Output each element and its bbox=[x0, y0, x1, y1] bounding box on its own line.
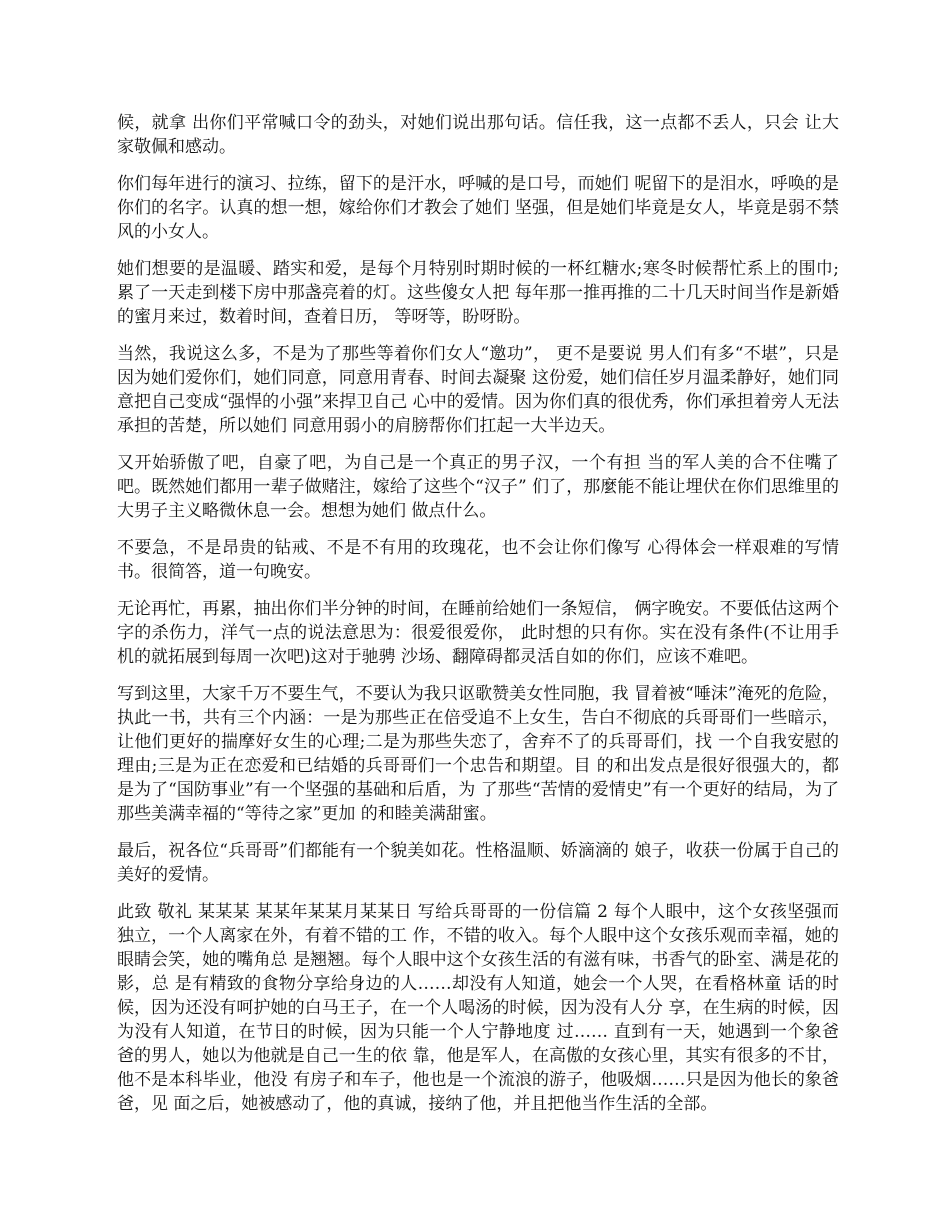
paragraph: 又开始骄傲了吧，自豪了吧，为自己是一个真正的男子汉，一个有担 当的军人美的合不住嘴了吧。既然她们都用一辈子做赌注，嫁给了这些个“汉子” 们了，那麼能不能让埋伏在你们思维里的大男子主义略微休息一会。想想为她们 做点什么。 bbox=[117, 453, 839, 521]
paragraph: 你们每年进行的演习、拉练，留下的是汗水，呼喊的是口号，而她们 呢留下的是泪水，呼唤的是你们的名字。认真的想一想，嫁给你们才教会了她们 坚强，但是她们毕竟是女人，毕竟是弱不禁风的小女人。 bbox=[117, 174, 839, 242]
paragraph: 她们想要的是温暖、踏实和爱，是每个月特别时期时候的一杯红糖水;寒冬时候帮忙系上的围巾;累了一天走到楼下房中那盏亮着的灯。这些傻女人把 每年那一推再推的二十几天时间当作是新婚的蜜月来过，数着时间，查着日历， 等呀等，盼呀盼。 bbox=[117, 259, 839, 327]
document-page bbox=[117, 111, 839, 1129]
paragraph: 此致 敬礼 某某某 某某年某某月某某日 写给兵哥哥的一份信篇 2 每个人眼中，这个女孩坚强而独立，一个人离家在外，有着不错的工 作，不错的收入。每个人眼中这个女孩乐观而幸福，她的眼睛会笑，她的嘴角总 是翘翘。每个人眼中这个女孩生活的有滋有味，书香气的卧室、满是花的影，总 是有精致的食物分享给身边的人……却没有人知道，她会一个人哭，在看格林童 话的时候，因为还没有呵护她的白马王子，在一个人喝汤的时候，因为没有人分 享，在生病的时候，因为没有人知道，在节日的时候，因为只能一个人宁静地度 过…… 直到有一天，她遇到一个象爸爸的男人，她以为他就是自己一生的依 靠，他是军人，在高傲的女孩心里，其实有很多的不甘，他不是本科毕业，他没 有房子和车子，他也是一个流浪的游子，他吸烟……只是因为他长的象爸爸，见 面之后，她被感动了，他的真诚，接纳了他，并且把他当作生活的全部。 bbox=[117, 902, 839, 1114]
paragraph: 无论再忙，再累，抽出你们半分钟的时间，在睡前给她们一条短信， 俩字晚安。不要低估这两个字的杀伤力，洋气一点的说法意思为：很爱很爱你， 此时想的只有你。实在没有条件(不让用手机的就拓展到每周一次吧)这对于驰骋 沙场、翻障碍都灵活自如的你们，应该不难吧。 bbox=[117, 599, 839, 667]
paragraph: 写到这里，大家千万不要生气，不要认为我只讴歌赞美女性同胞，我 冒着被“唾沫”淹死的危险，执此一书，共有三个内涵：一是为那些正在倍受追不上女生，告白不彻底的兵哥哥们一些暗示， 让他们更好的揣摩好女生的心理;二是为那些失恋了，舍弃不了的兵哥哥们，找 一个自我安慰的理由;三是为正在恋爱和已结婚的兵哥哥们一个忠告和期望。目 的和出发点是很好很强大的，都是为了“国防事业”有一个坚强的基础和后盾，为 了那些“苦情的爱情史”有一个更好的结局，为了那些美满幸福的“等待之家”更加 的和睦美满甜蜜。 bbox=[117, 684, 839, 824]
paragraph: 最后，祝各位“兵哥哥”们都能有一个貌美如花。性格温顺、娇滴滴的 娘子，收获一份属于自己的美好的爱情。 bbox=[117, 841, 839, 885]
paragraph: 候，就拿 出你们平常喊口令的劲头，对她们说出那句话。信任我，这一点都不丢人，只会 让大家敬佩和感动。 bbox=[117, 113, 839, 157]
paragraph: 当然，我说这么多，不是为了那些等着你们女人“邀功”， 更不是要说 男人们有多“不堪”，只是因为她们爱你们，她们同意，同意用青春、时间去凝聚 这份爱，她们信任岁月温柔静好，她们同意把自己变成“强悍的小强”来捍卫自己 心中的爱情。因为你们真的很优秀，你们承担着旁人无法承担的苦楚，所以她们 同意用弱小的肩膀帮你们扛起一大半边天。 bbox=[117, 344, 839, 436]
paragraph: 不要急，不是昂贵的钻戒、不是不有用的玫瑰花，也不会让你们像写 心得体会一样艰难的写情书。很简答，道一句晚安。 bbox=[117, 538, 839, 582]
